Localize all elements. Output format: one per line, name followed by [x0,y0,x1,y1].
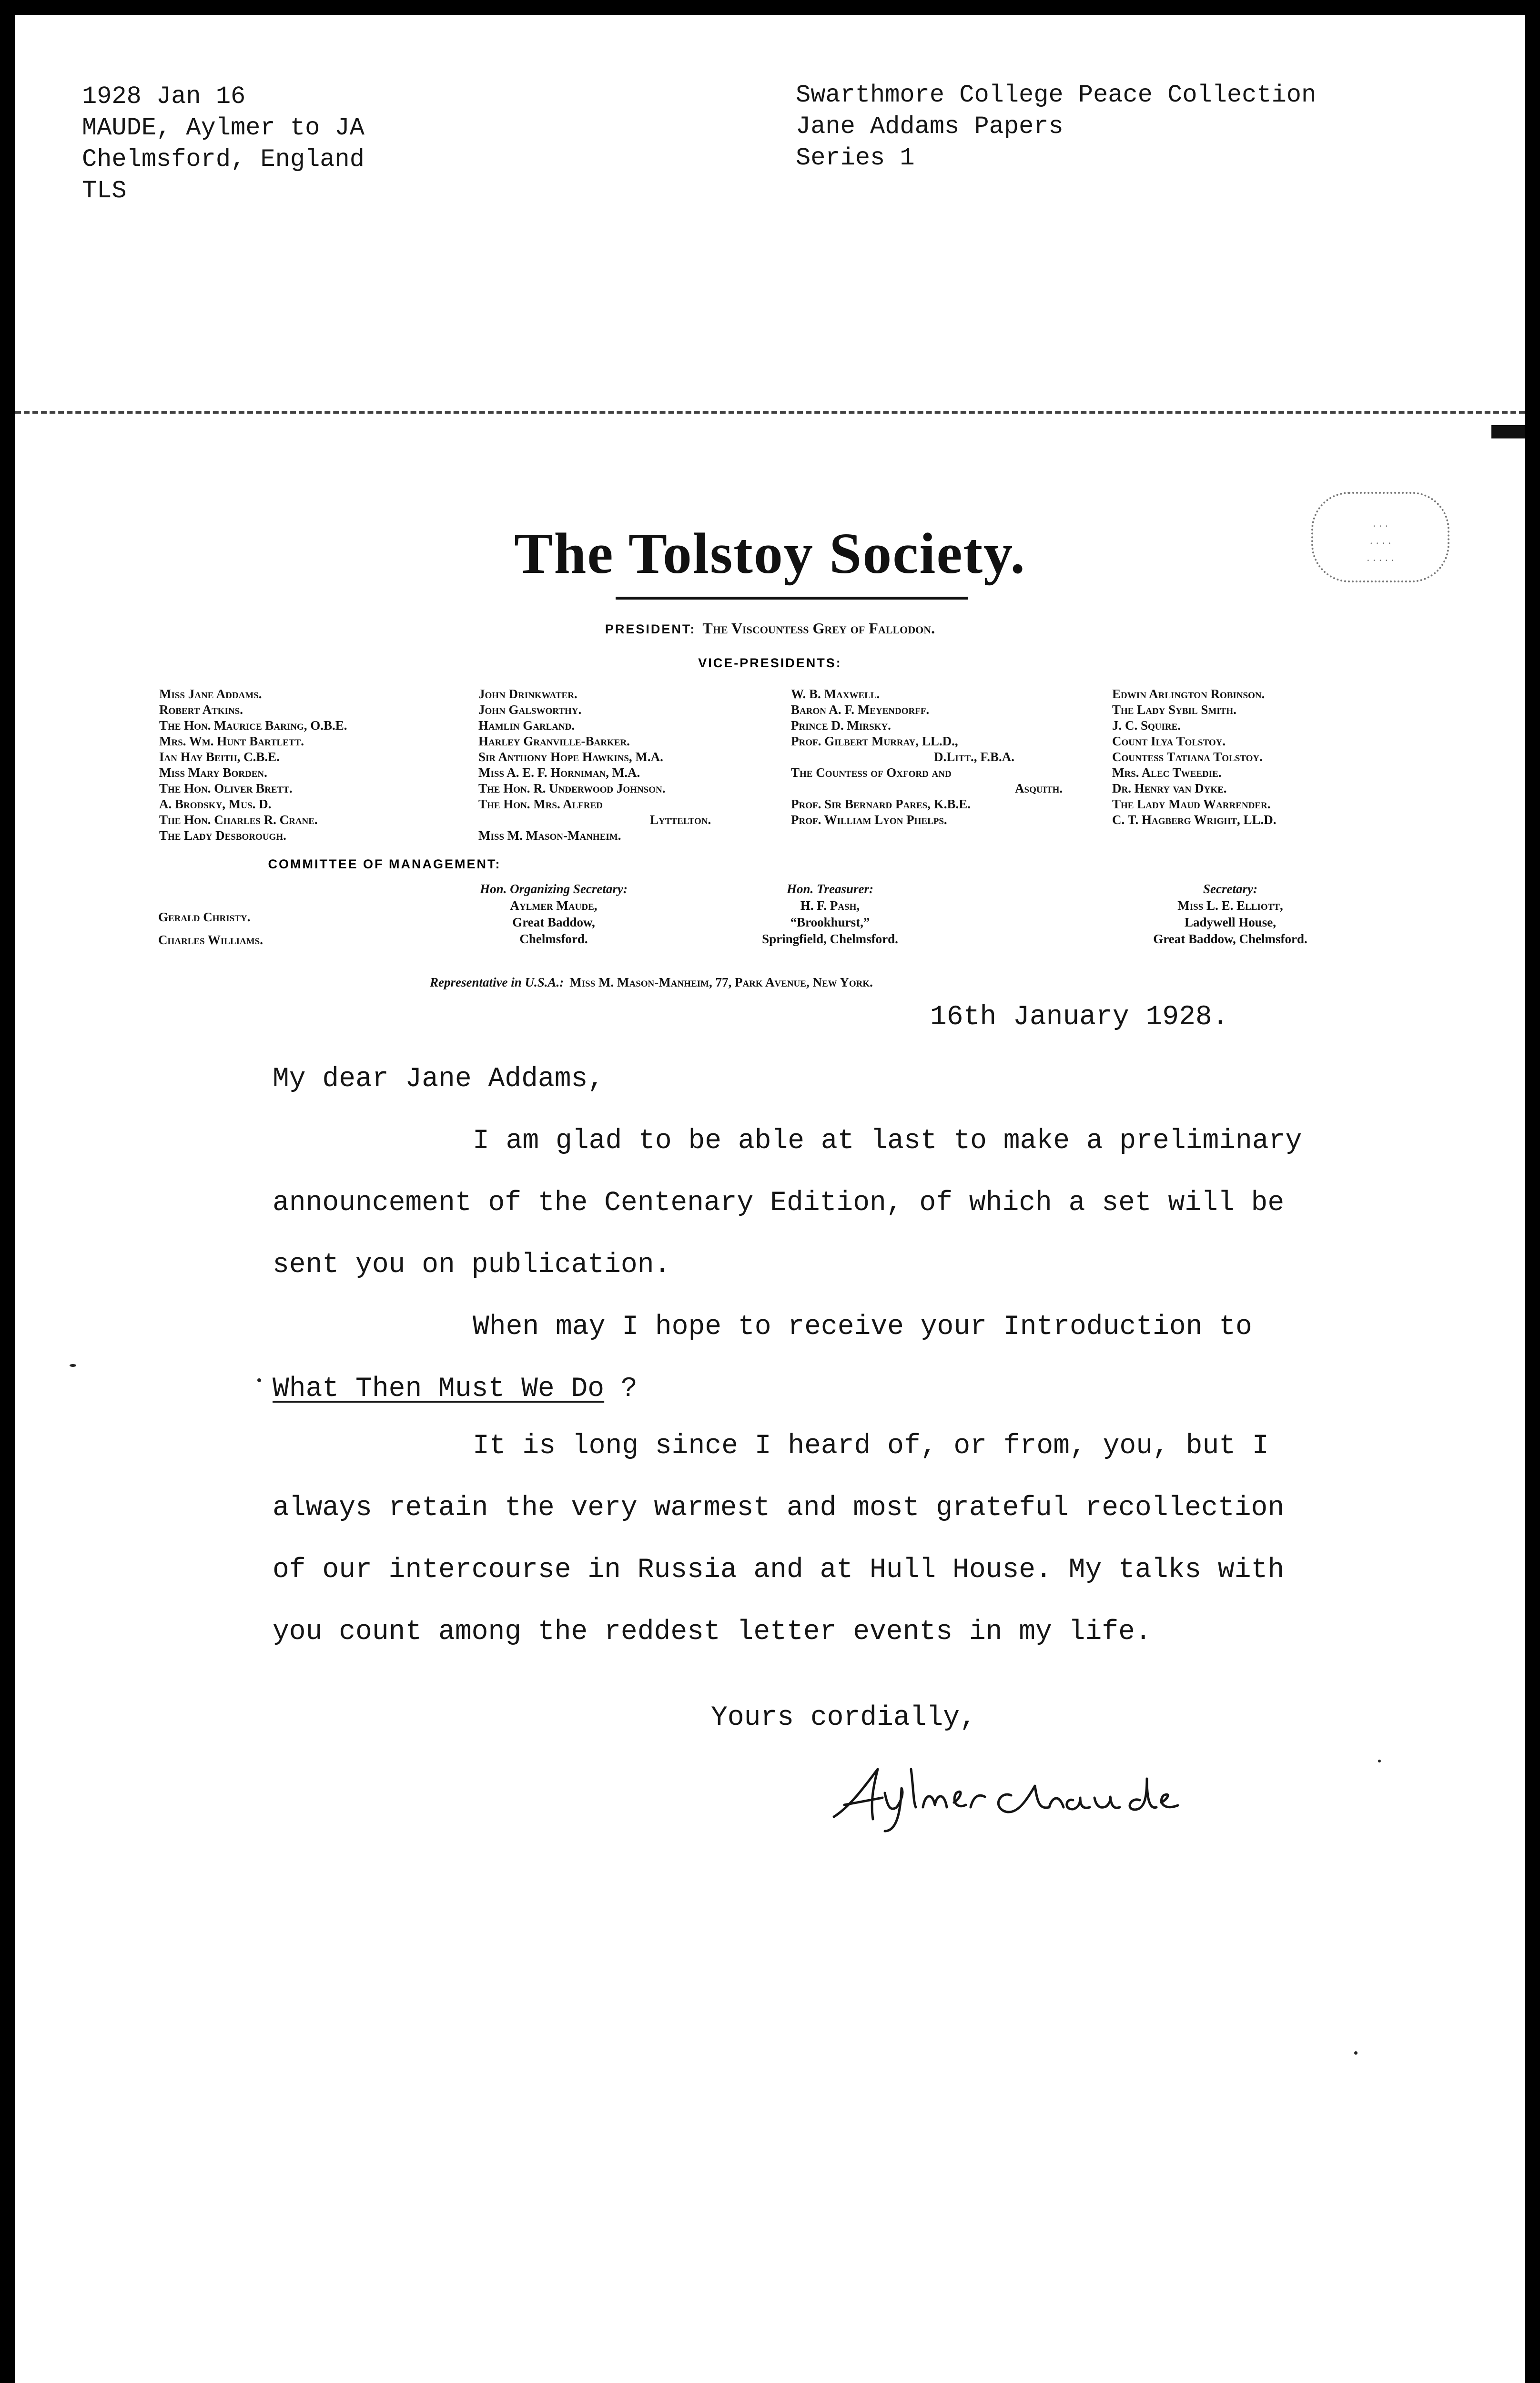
vp-name: The Countess of Oxford and [791,765,952,780]
vice-presidents-column-4 [1112,686,1277,828]
scan-speck [1354,2051,1358,2055]
body-line: of our intercourse in Russia and at Hull House. My talks with [273,1555,1285,1586]
vp-name: Mrs. Wm. Hunt Bartlett. [159,734,304,748]
vp-name: Count Ilya Tolstoy. [1112,734,1226,748]
secretary-block [1121,881,1340,947]
officer-line: Great Baddow, [512,915,595,929]
vp-name: D.Litt., F.B.A. [934,750,1015,764]
vp-name: Lyttelton. [650,813,711,827]
vp-name: Miss Mary Borden. [159,765,267,780]
archive-line: 1928 Jan 16 [82,82,246,111]
archive-citation-left [82,81,365,207]
archive-line: Chelmsford, England [82,145,365,173]
vp-name: J. C. Squire. [1112,718,1181,733]
received-stamp: · · · · · · · · · · · · [1311,492,1449,582]
vp-name: Prince D. Mirsky. [791,718,891,733]
vp-name: Robert Atkins. [159,703,243,717]
vp-name: The Hon. Oliver Brett. [159,781,293,795]
society-title: The Tolstoy Society. [514,521,1026,586]
president-name: The Viscountess Grey of Fallodon. [702,620,935,637]
scan-edge-mark [1491,425,1525,438]
vp-name: C. T. Hagberg Wright, LL.D. [1112,813,1277,827]
officer-line: Springfield, Chelmsford. [762,932,898,946]
vice-presidents-column-2 [478,686,711,844]
vp-name: A. Brodsky, Mus. D. [159,797,272,811]
president-label: PRESIDENT: [605,622,696,636]
vp-name: W. B. Maxwell. [791,687,880,701]
treasurer-block [725,881,935,947]
vp-name: The Hon. R. Underwood Johnson. [478,781,666,795]
body-line: sent you on publication. [273,1250,671,1281]
representative-label: Representative in U.S.A.: [430,975,564,989]
body-line: I am glad to be able at last to make a preliminary [473,1126,1302,1157]
vp-name: The Lady Sybil Smith. [1112,703,1236,717]
vp-name: Mrs. Alec Tweedie. [1112,765,1222,780]
scan-speck [1378,1760,1381,1762]
scan-edge-rule [15,411,1525,414]
committee-heading: COMMITTEE OF MANAGEMENT: [268,857,501,871]
vp-name: Prof. William Lyon Phelps. [791,813,947,827]
body-paragraph-3 [273,1416,1407,1663]
officer-line: Great Baddow, Chelmsford. [1153,932,1307,946]
vp-name: Miss A. E. F. Horniman, M.A. [478,765,640,780]
representative-name: Miss M. Mason-Manheim, 77, Park Avenue, New York. [569,975,873,989]
vp-name: Hamlin Garland. [478,718,575,733]
body-line: It is long since I heard of, or from, you, but I [473,1431,1269,1462]
vp-name: John Drinkwater. [478,687,578,701]
vp-name: Countess Tatiana Tolstoy. [1112,750,1263,764]
archive-citation-right [796,80,1316,174]
archive-line: Series 1 [796,144,915,172]
archive-line: Swarthmore College Peace Collection [796,81,1317,109]
officer-line: Miss L. E. Elliott, [1177,898,1283,913]
body-line [273,1358,1407,1420]
vp-name: Miss M. Mason-Manheim. [478,828,621,843]
committee-member: Charles Williams. [158,933,263,947]
role-label: Secretary: [1203,882,1257,896]
scan-speck [70,1364,76,1367]
body-paragraph-2 [273,1296,1407,1420]
vp-name: Prof. Sir Bernard Pares, K.B.E. [791,797,971,811]
officer-line: Aylmer Maude, [510,898,598,913]
vp-name: Harley Granville-Barker. [478,734,630,748]
scan-speck [257,1378,261,1382]
committee-member: Gerald Christy. [158,910,251,924]
committee-members [158,906,263,951]
letter-date: 16th January 1928. [930,1002,1229,1033]
body-paragraph-1 [273,1110,1407,1296]
body-line: announcement of the Centenary Edition, of which a set will be [273,1188,1285,1219]
role-label: Hon. Treasurer: [786,882,873,896]
handwritten-signature [825,1760,1206,1836]
vice-presidents-column-3 [791,686,1063,828]
body-line: always retain the very warmest and most grateful recollection [273,1493,1285,1524]
usa-representative-line [430,975,873,990]
organizing-secretary-block [454,881,654,947]
vp-name: The Lady Desborough. [159,828,286,843]
vp-name: The Hon. Maurice Baring, O.B.E. [159,718,347,733]
title-underline [616,597,968,600]
vp-name: Asquith. [1015,781,1063,795]
question-mark: ? [604,1374,638,1405]
president-line [15,620,1525,637]
body-line: you count among the reddest letter events in my life. [273,1617,1152,1648]
vice-presidents-heading: VICE-PRESIDENTS: [698,656,842,670]
salutation: My dear Jane Addams, [273,1064,605,1095]
archive-line: MAUDE, Aylmer to JA [82,114,365,142]
archive-line: TLS [82,177,127,205]
officer-line: Chelmsford. [519,932,588,946]
vp-name: Dr. Henry van Dyke. [1112,781,1227,795]
officer-line: Ladywell House, [1184,915,1277,929]
document-page [15,15,1525,2383]
archive-line: Jane Addams Papers [796,112,1064,141]
vp-name: Ian Hay Beith, C.B.E. [159,750,280,764]
vp-name: Prof. Gilbert Murray, LL.D., [791,734,958,748]
vp-name: Edwin Arlington Robinson. [1112,687,1265,701]
vp-name: The Hon. Mrs. Alfred [478,797,603,811]
role-label: Hon. Organizing Secretary: [480,882,628,896]
vp-name: The Lady Maud Warrender. [1112,797,1271,811]
vp-name: John Galsworthy. [478,703,582,717]
vp-name: Miss Jane Addams. [159,687,262,701]
officer-line: “Brookhurst,” [790,915,870,929]
vp-name: Baron A. F. Meyendorff. [791,703,930,717]
body-line: When may I hope to receive your Introduction to [473,1312,1252,1343]
closing: Yours cordially, [711,1702,976,1733]
officer-line: H. F. Pash, [800,898,860,913]
vp-name: The Hon. Charles R. Crane. [159,813,318,827]
vp-name: Sir Anthony Hope Hawkins, M.A. [478,750,663,764]
vice-presidents-column-1 [159,686,347,844]
book-title: What Then Must We Do [273,1374,605,1405]
